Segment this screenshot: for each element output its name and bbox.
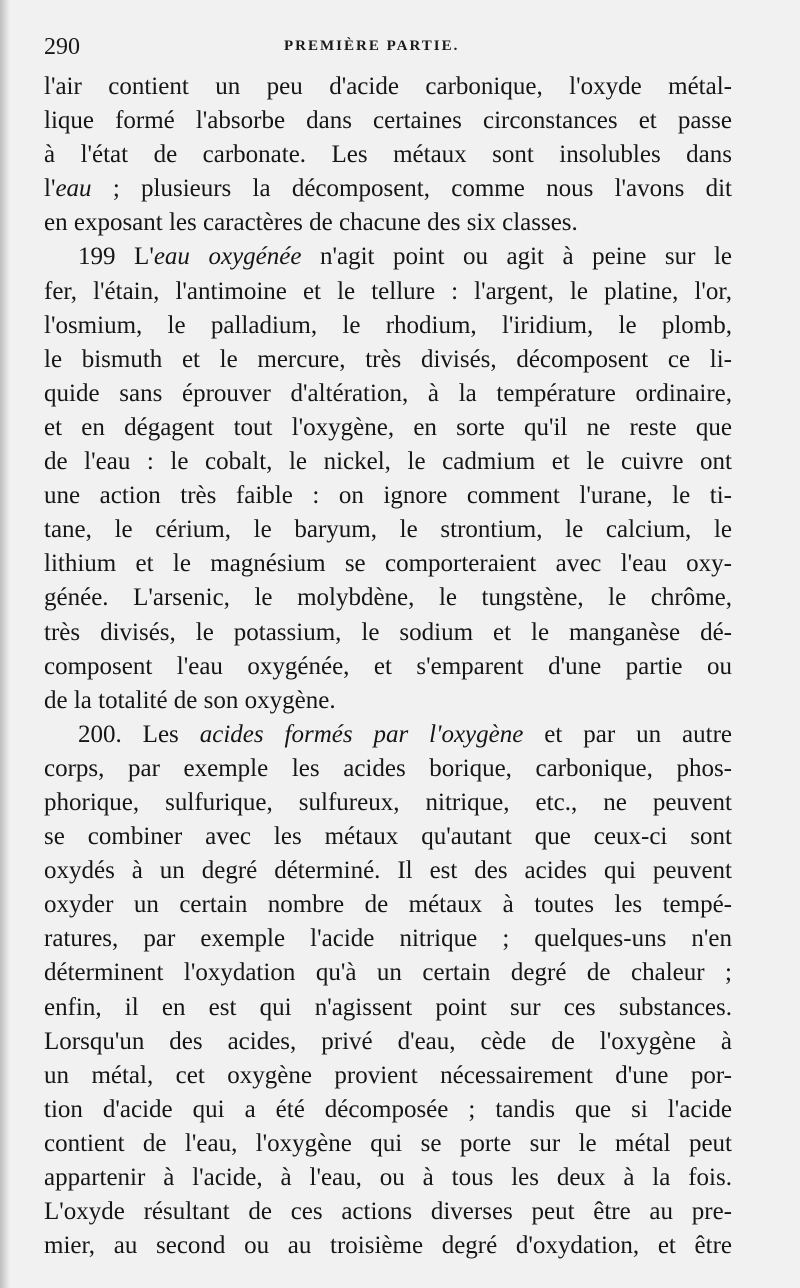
text-segment: génée. L'arsenic, le molybdène, le tungstène, le chrôme, bbox=[44, 584, 732, 612]
text-line bbox=[44, 1059, 732, 1093]
text-line bbox=[44, 684, 732, 718]
text-segment: ratures, par exemple l'acide nitrique ; quelques-uns n'en bbox=[44, 925, 732, 953]
text-line bbox=[44, 411, 732, 445]
text-line bbox=[44, 513, 732, 547]
text-line bbox=[44, 1195, 732, 1229]
text-segment: 200. Les bbox=[78, 720, 200, 748]
italic-text: eau bbox=[55, 175, 92, 203]
running-head: PREMIÈRE PARTIE. bbox=[284, 38, 460, 54]
text-line bbox=[44, 922, 732, 956]
text-line bbox=[44, 275, 732, 309]
text-segment: à l'état de carbonate. Les métaux sont insolubles dans bbox=[44, 141, 732, 169]
text-line bbox=[44, 752, 732, 786]
text-line bbox=[44, 479, 732, 513]
text-line bbox=[44, 956, 732, 990]
text-line bbox=[44, 309, 732, 343]
text-segment: n'agit point ou agit à peine sur le bbox=[301, 243, 733, 271]
italic-text: acides formés par l'oxygène bbox=[199, 720, 524, 748]
text-segment: mier, au second ou au troisième degré d'oxydation, et être bbox=[44, 1232, 732, 1260]
text-line bbox=[44, 1025, 732, 1059]
text-line bbox=[44, 581, 732, 615]
text-segment: lithium et le magnésium se comporteraient avec l'eau oxy- bbox=[44, 550, 732, 578]
text-segment: 199 L' bbox=[78, 243, 154, 271]
text-segment: très divisés, le potassium, le sodium et le manganèse dé- bbox=[44, 618, 732, 646]
page-number: 290 bbox=[44, 34, 80, 60]
text-segment: une action très faible : on ignore comment l'urane, le ti- bbox=[44, 482, 732, 510]
text-line bbox=[44, 377, 732, 411]
text-segment: tane, le cérium, le baryum, le strontium, le calcium, le bbox=[44, 516, 732, 544]
text-segment: appartenir à l'acide, à l'eau, ou à tous les deux à la fois. bbox=[44, 1164, 732, 1191]
text-segment: et en dégagent tout l'oxygène, en sorte qu'il ne reste que bbox=[44, 413, 732, 441]
text-segment: oxyder un certain nombre de métaux à toutes les tempé- bbox=[44, 891, 732, 919]
text-segment: l'osmium, le palladium, le rhodium, l'iridium, le plomb, bbox=[44, 311, 732, 339]
text-line bbox=[44, 104, 732, 138]
text-segment: fer, l'étain, l'antimoine et le tellure : l'argent, le platine, l'or, bbox=[44, 277, 732, 305]
text-segment: corps, par exemple les acides borique, carbonique, phos- bbox=[44, 754, 732, 782]
text-segment: contient de l'eau, l'oxygène qui se porte sur le métal peut bbox=[44, 1129, 732, 1157]
text-segment: le bismuth et le mercure, très divisés, décomposent ce li- bbox=[44, 345, 732, 373]
text-line bbox=[44, 70, 732, 104]
text-line bbox=[44, 854, 732, 888]
text-line bbox=[44, 1161, 732, 1195]
text-line bbox=[44, 445, 732, 479]
text-segment: L'oxyde résultant de ces actions diverses peut être au pre- bbox=[44, 1198, 732, 1226]
text-line bbox=[44, 888, 732, 922]
text-segment: déterminent l'oxydation qu'à un certain degré de chaleur ; bbox=[44, 959, 732, 987]
text-segment: Lorsqu'un des acides, privé d'eau, cède de l'oxygène à bbox=[44, 1027, 732, 1055]
text-segment: de la totalité de son oxygène. bbox=[44, 686, 336, 714]
text-line bbox=[44, 1229, 732, 1263]
text-line bbox=[44, 240, 732, 274]
text-line bbox=[44, 1127, 732, 1161]
body-text bbox=[44, 70, 732, 1263]
text-line bbox=[44, 786, 732, 820]
text-segment: oxydés à un degré déterminé. Il est des acides qui peuvent bbox=[44, 857, 732, 885]
text-line bbox=[44, 172, 732, 206]
text-segment: tion d'acide qui a été décomposée ; tandis que si l'acide bbox=[44, 1095, 732, 1123]
text-line bbox=[44, 1093, 732, 1127]
text-line bbox=[44, 206, 732, 240]
page-header bbox=[44, 34, 770, 64]
text-segment: de l'eau : le cobalt, le nickel, le cadmium et le cuivre ont bbox=[44, 448, 732, 476]
text-line bbox=[44, 718, 732, 752]
italic-text: eau oxygénée bbox=[153, 243, 302, 271]
text-segment: en exposant les caractères de chacune des six classes. bbox=[44, 209, 578, 237]
text-line bbox=[44, 616, 732, 650]
text-segment: un métal, cet oxygène provient nécessairement d'une por- bbox=[44, 1061, 732, 1089]
text-line bbox=[44, 547, 732, 581]
text-segment: l'air contient un peu d'acide carbonique, l'oxyde métal- bbox=[44, 73, 732, 100]
text-segment: enfin, il en est qui n'agissent point sur ces substances. bbox=[44, 993, 732, 1021]
text-segment: phorique, sulfurique, sulfureux, nitrique, etc., ne peuvent bbox=[44, 788, 732, 816]
text-line bbox=[44, 138, 732, 172]
text-segment: composent l'eau oxygénée, et s'emparent d'une partie ou bbox=[44, 652, 732, 680]
text-line bbox=[44, 650, 732, 684]
text-line bbox=[44, 343, 732, 377]
text-segment: l' bbox=[44, 175, 56, 203]
text-segment: se combiner avec les métaux qu'autant que ceux-ci sont bbox=[44, 823, 732, 851]
text-line bbox=[44, 820, 732, 854]
text-segment: quide sans éprouver d'altération, à la température ordinaire, bbox=[44, 379, 732, 407]
text-segment: lique formé l'absorbe dans certaines circonstances et passe bbox=[44, 107, 732, 135]
text-segment: ; plusieurs la décomposent, comme nous l'avons dit bbox=[91, 175, 732, 203]
text-segment: et par un autre bbox=[523, 720, 732, 748]
text-line bbox=[44, 991, 732, 1025]
